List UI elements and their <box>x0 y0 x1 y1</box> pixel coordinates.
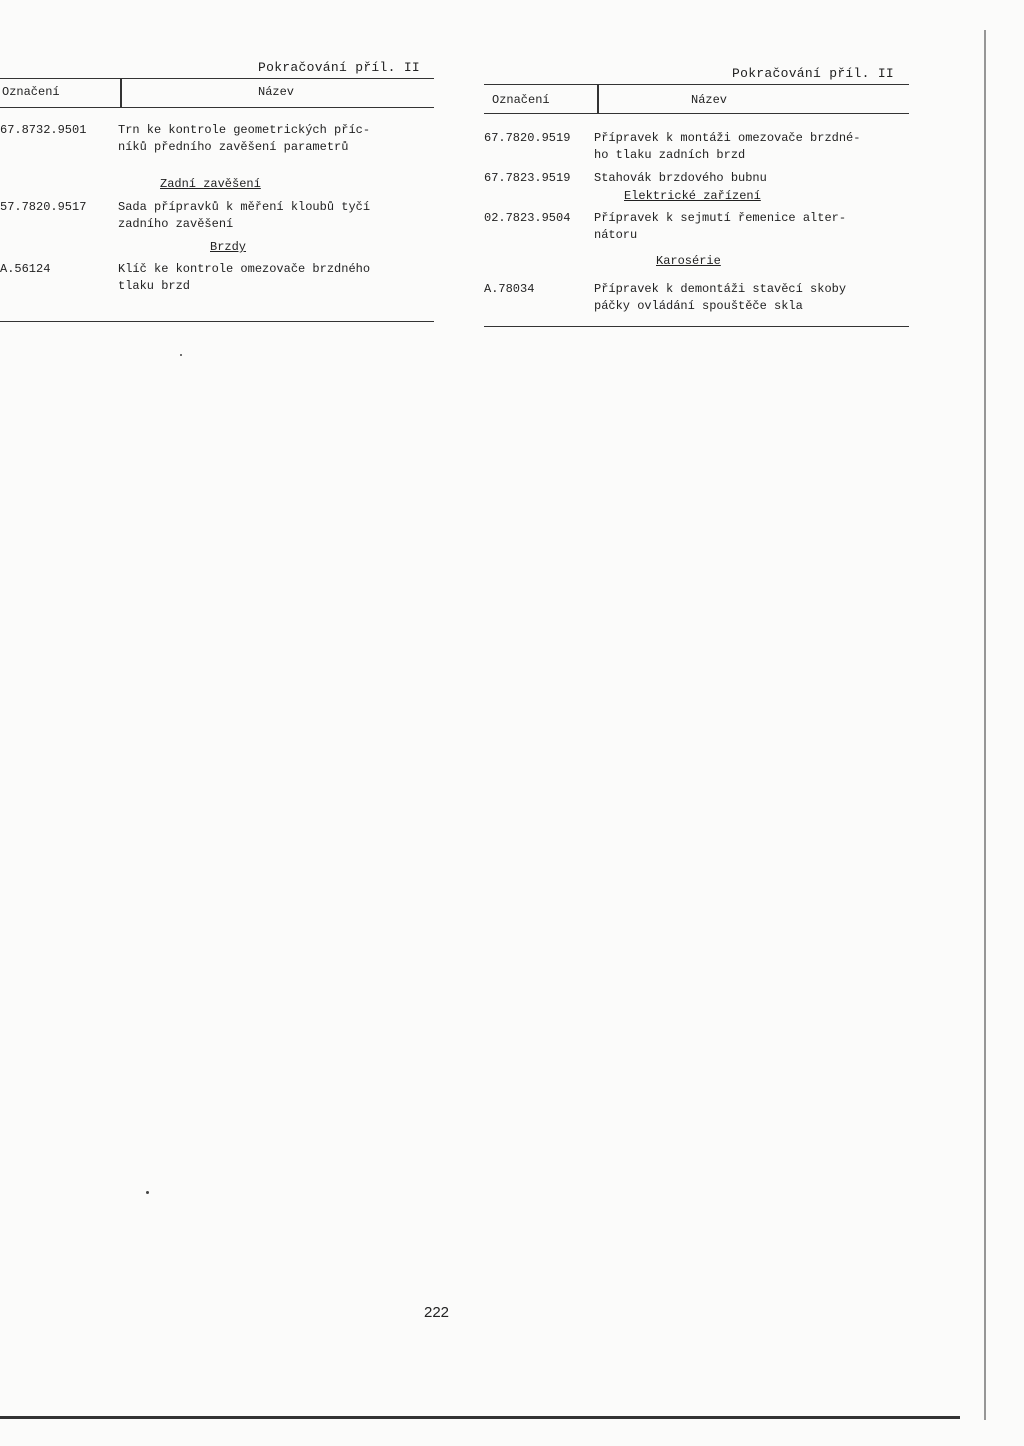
part-name: Přípravek k sejmutí řemenice alter- nátoru <box>594 211 847 242</box>
part-code: A.56124 <box>0 262 51 276</box>
part-code: 57.7820.9517 <box>0 200 87 214</box>
part-name: Klíč ke kontrole omezovače brzdného tlaku brzd <box>118 262 371 293</box>
part-code: 67.7820.9519 <box>484 131 571 145</box>
binding-edge-shadow <box>984 30 986 1420</box>
table-header <box>484 84 909 114</box>
scan-speck <box>146 1191 149 1194</box>
header-name: Název <box>691 93 728 107</box>
section-heading: Brzdy <box>210 240 247 254</box>
table-bottom-rule <box>0 321 434 322</box>
table-bottom-rule <box>484 326 909 327</box>
part-code: 67.8732.9501 <box>0 123 87 137</box>
part-code: 02.7823.9504 <box>484 211 571 225</box>
part-name: Přípravek k demontáži stavěcí skoby páčky ovládání spouštěče skla <box>594 282 847 313</box>
section-heading: Elektrické zařízení <box>624 189 761 203</box>
part-name: Stahovák brzdového bubnu <box>594 171 767 185</box>
section-heading: Zadní zavěšení <box>160 177 261 191</box>
header-name: Název <box>258 85 295 99</box>
page-bottom-edge <box>0 1416 960 1419</box>
scan-speck <box>180 354 182 356</box>
header-code: Označení <box>2 85 60 99</box>
section-heading: Karosérie <box>656 254 721 268</box>
continuation-title: Pokračování příl. II <box>732 66 895 81</box>
table-header <box>0 78 434 108</box>
part-name: Sada přípravků k měření kloubů tyčí zadního zavěšení <box>118 200 371 231</box>
part-code: 67.7823.9519 <box>484 171 571 185</box>
header-code: Označení <box>492 93 550 107</box>
part-name: Trn ke kontrole geometrických příc- níků předního zavěšení parametrů <box>118 123 371 154</box>
page-number: 222 <box>424 1304 450 1321</box>
part-code: A.78034 <box>484 282 535 296</box>
header-separator <box>120 79 122 107</box>
part-name: Přípravek k montáži omezovače brzdné- ho tlaku zadních brzd <box>594 131 861 162</box>
header-separator <box>597 85 599 113</box>
continuation-title: Pokračování příl. II <box>258 60 421 75</box>
